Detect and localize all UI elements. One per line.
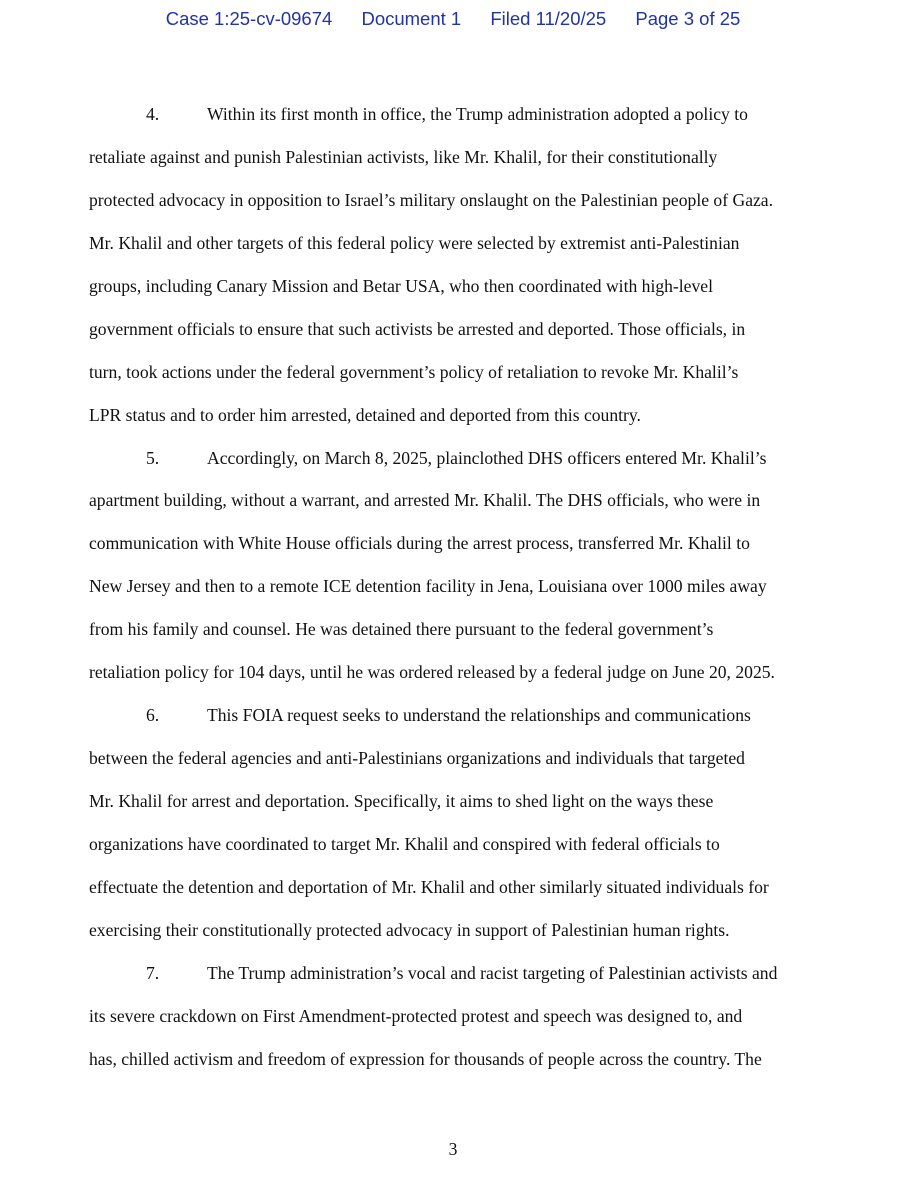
- case-header: [0, 8, 906, 30]
- text-line: between the federal agencies and anti-Palestinians organizations and individuals that targeted: [89, 748, 745, 769]
- filed-date: Filed 11/20/25: [490, 8, 607, 29]
- text-line: has, chilled activism and freedom of expression for thousands of people across the country. The: [89, 1048, 762, 1069]
- text-line: Accordingly, on March 8, 2025, plainclothed DHS officers entered Mr. Khalil’s: [207, 447, 767, 468]
- text-line: This FOIA request seeks to understand the relationships and communications: [207, 705, 751, 726]
- text-line: its severe crackdown on First Amendment-protected protest and speech was designed to, and: [89, 1005, 743, 1026]
- paragraph-number: 7.: [146, 962, 160, 983]
- text-line: groups, including Canary Mission and Betar USA, who then coordinated with high-level: [89, 275, 713, 296]
- text-line: organizations have coordinated to target Mr. Khalil and conspired with federal officials to: [89, 833, 720, 854]
- text-line: Mr. Khalil for arrest and deportation. Specifically, it aims to shed light on the ways these: [89, 791, 714, 811]
- text-line: turn, took actions under the federal government’s policy of retaliation to revoke Mr. Khalil’s: [89, 361, 739, 382]
- case-number: Case 1:25-cv-09674: [165, 8, 333, 29]
- document-body: [89, 98, 822, 1086]
- text-line: effectuate the detention and deportation of Mr. Khalil and other similarly situated individuals for: [89, 876, 769, 897]
- paragraph-number: 4.: [146, 104, 160, 124]
- text-line: apartment building, without a warrant, and arrested Mr. Khalil. The DHS officials, who were in: [89, 490, 761, 511]
- text-line: retaliate against and punish Palestinian activists, like Mr. Khalil, for their constitutionally: [89, 146, 718, 167]
- text-line: LPR status and to order him arrested, detained and deported from this country.: [89, 404, 641, 425]
- text-line: communication with White House officials during the arrest process, transferred Mr. Khalil to: [89, 533, 750, 554]
- paragraph-first-line: [89, 957, 822, 1000]
- paragraph-first-line: [89, 442, 822, 485]
- text-line: from his family and counsel. He was detained there pursuant to the federal government’s: [89, 619, 714, 640]
- text-line: exercising their constitutionally protected advocacy in support of Palestinian human rights.: [89, 919, 730, 940]
- text-line: government officials to ensure that such activists be arrested and deported. Those officials, in: [89, 318, 746, 339]
- text-line: The Trump administration’s vocal and racist targeting of Palestinian activists and: [207, 962, 778, 983]
- paragraph-first-line: [89, 98, 822, 141]
- text-line: protected advocacy in opposition to Israel’s military onslaught on the Palestinian people of Gaza.: [89, 189, 774, 210]
- text-line: Within its first month in office, the Trump administration adopted a policy to: [207, 104, 748, 124]
- paragraph-number: 5.: [146, 447, 160, 468]
- document-number: Document 1: [361, 8, 462, 29]
- page-indicator: Page 3 of 25: [635, 8, 741, 29]
- text-line: Mr. Khalil and other targets of this federal policy were selected by extremist anti-Palestinian: [89, 232, 740, 253]
- page-number: 3: [448, 1139, 458, 1159]
- text-line: New Jersey and then to a remote ICE detention facility in Jena, Louisiana over 1000 miles away: [89, 576, 767, 597]
- paragraph-number: 6.: [146, 705, 160, 726]
- text-line: retaliation policy for 104 days, until he was ordered released by a federal judge on June 20, 2025.: [89, 662, 775, 683]
- paragraph-first-line: [89, 699, 822, 742]
